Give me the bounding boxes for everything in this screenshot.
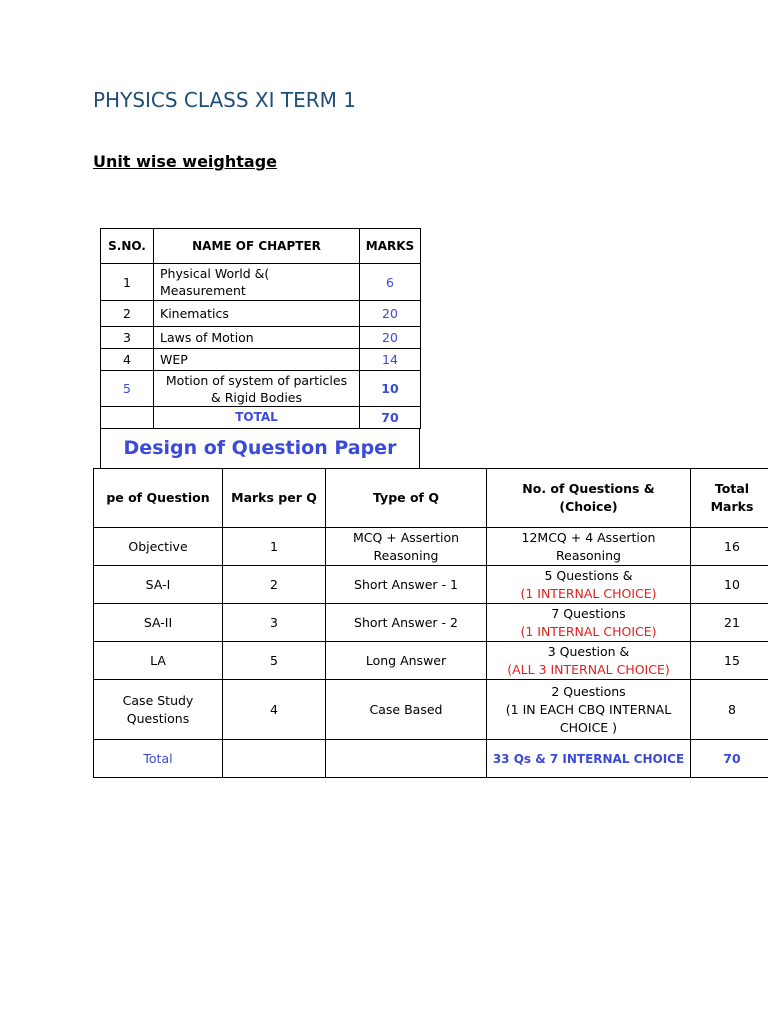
table-cell — [94, 680, 223, 740]
total-row — [101, 407, 421, 429]
total-num-questions: 33 Qs & 7 INTERNAL CHOICE — [487, 740, 691, 778]
table-cell — [487, 528, 691, 566]
design-heading: Design of Question Paper — [100, 429, 420, 468]
table-row — [101, 327, 421, 349]
table-header-row — [101, 229, 421, 264]
cell-line: WEP — [160, 352, 188, 367]
table-cell: 4 — [223, 680, 326, 740]
total-marks-per-q — [223, 740, 326, 778]
table-cell — [94, 604, 223, 642]
sno-cell: 1 — [101, 264, 154, 301]
internal-choice: (1 INTERNAL CHOICE) — [520, 585, 657, 601]
column-header: pe of Question — [94, 469, 223, 528]
table-row — [94, 680, 768, 740]
table-row — [94, 604, 768, 642]
column-header: S.NO. — [101, 229, 154, 264]
table-cell — [94, 528, 223, 566]
table-cell — [487, 566, 691, 604]
chapter-cell — [154, 264, 360, 301]
table-cell — [487, 680, 691, 740]
table-cell: 10 — [691, 566, 768, 604]
cell-line: Short Answer - 1 — [354, 576, 458, 592]
sno-cell: 4 — [101, 349, 154, 371]
cell-line: 2 Questions — [551, 683, 626, 699]
cell-line: SA-II — [143, 614, 173, 630]
sno-cell: 3 — [101, 327, 154, 349]
internal-choice: (1 INTERNAL CHOICE) — [520, 623, 657, 639]
cell-line: LA — [150, 652, 166, 668]
table-row — [101, 349, 421, 371]
table-cell — [326, 528, 487, 566]
marks-cell: 6 — [360, 264, 421, 301]
table-cell — [326, 604, 487, 642]
cell-line: 5 Questions & — [544, 567, 633, 583]
cell-line: & Rigid Bodies — [210, 389, 303, 405]
table-row — [101, 301, 421, 327]
unit-weightage-table — [100, 228, 421, 429]
cell-line: Physical World &( — [160, 266, 270, 281]
table-row — [101, 371, 421, 407]
cell-line: 12MCQ + 4 Assertion — [521, 529, 656, 545]
column-header: Total Marks — [691, 469, 768, 528]
table-row — [94, 566, 768, 604]
column-header: Type of Q — [326, 469, 487, 528]
marks-cell: 10 — [360, 371, 421, 407]
cell-line: Long Answer — [365, 652, 447, 668]
cell-line: Laws of Motion — [160, 330, 254, 345]
cell-line: CHOICE ) — [559, 719, 618, 735]
column-header: Marks per Q — [223, 469, 326, 528]
internal-choice: (ALL 3 INTERNAL CHOICE) — [507, 661, 670, 677]
cell-line: Motion of system of particles — [165, 372, 348, 388]
cell-line: Reasoning — [556, 547, 621, 563]
column-header: MARKS — [360, 229, 421, 264]
table-cell: 3 — [223, 604, 326, 642]
table-cell: 16 — [691, 528, 768, 566]
table-cell: 5 — [223, 642, 326, 680]
cell-line: Kinematics — [160, 306, 229, 321]
marks-cell: 20 — [360, 327, 421, 349]
cell-line: Questions — [126, 710, 190, 726]
cell-line: Case Study — [122, 692, 194, 708]
chapter-cell — [154, 301, 360, 327]
total-marks: 70 — [360, 407, 421, 429]
marks-cell: 20 — [360, 301, 421, 327]
table-cell: 8 — [691, 680, 768, 740]
table-cell — [94, 566, 223, 604]
chapter-cell — [154, 371, 360, 407]
table-row — [94, 642, 768, 680]
sno-cell: 5 — [101, 371, 154, 407]
table-cell — [487, 642, 691, 680]
table-cell — [101, 407, 154, 429]
table-row — [101, 264, 421, 301]
table-cell: 15 — [691, 642, 768, 680]
table-cell: 2 — [223, 566, 326, 604]
cell-line: SA-I — [145, 576, 171, 592]
table-cell — [94, 642, 223, 680]
cell-line: Reasoning — [373, 547, 439, 563]
cell-line: (1 IN EACH CBQ INTERNAL — [505, 701, 672, 717]
cell-line: 3 Question & — [547, 643, 630, 659]
sno-cell: 2 — [101, 301, 154, 327]
cell-line: Measurement — [160, 283, 246, 298]
total-type-of-q — [326, 740, 487, 778]
table-row — [94, 528, 768, 566]
cell-line: Short Answer - 2 — [354, 614, 458, 630]
column-header: NAME OF CHAPTER — [154, 229, 360, 264]
section-heading: Unit wise weightage — [93, 152, 278, 171]
page-title: PHYSICS CLASS XI TERM 1 — [93, 88, 356, 112]
question-paper-design-table — [93, 468, 768, 778]
marks-cell: 14 — [360, 349, 421, 371]
total-total: 70 — [691, 740, 768, 778]
column-header: No. of Questions & (Choice) — [487, 469, 691, 528]
table-cell — [326, 642, 487, 680]
table-cell — [326, 680, 487, 740]
table-cell — [487, 604, 691, 642]
cell-line: Case Based — [369, 701, 443, 717]
total-label: TOTAL — [154, 407, 360, 429]
total-label: Total — [94, 740, 223, 778]
cell-line: 7 Questions — [551, 605, 626, 621]
table-cell: 21 — [691, 604, 768, 642]
cell-line: Objective — [128, 538, 188, 554]
cell-line: MCQ + Assertion — [352, 529, 460, 545]
chapter-cell — [154, 349, 360, 371]
table-cell — [326, 566, 487, 604]
total-row — [94, 740, 768, 778]
chapter-cell — [154, 327, 360, 349]
table-header-row — [94, 469, 768, 528]
table-cell: 1 — [223, 528, 326, 566]
